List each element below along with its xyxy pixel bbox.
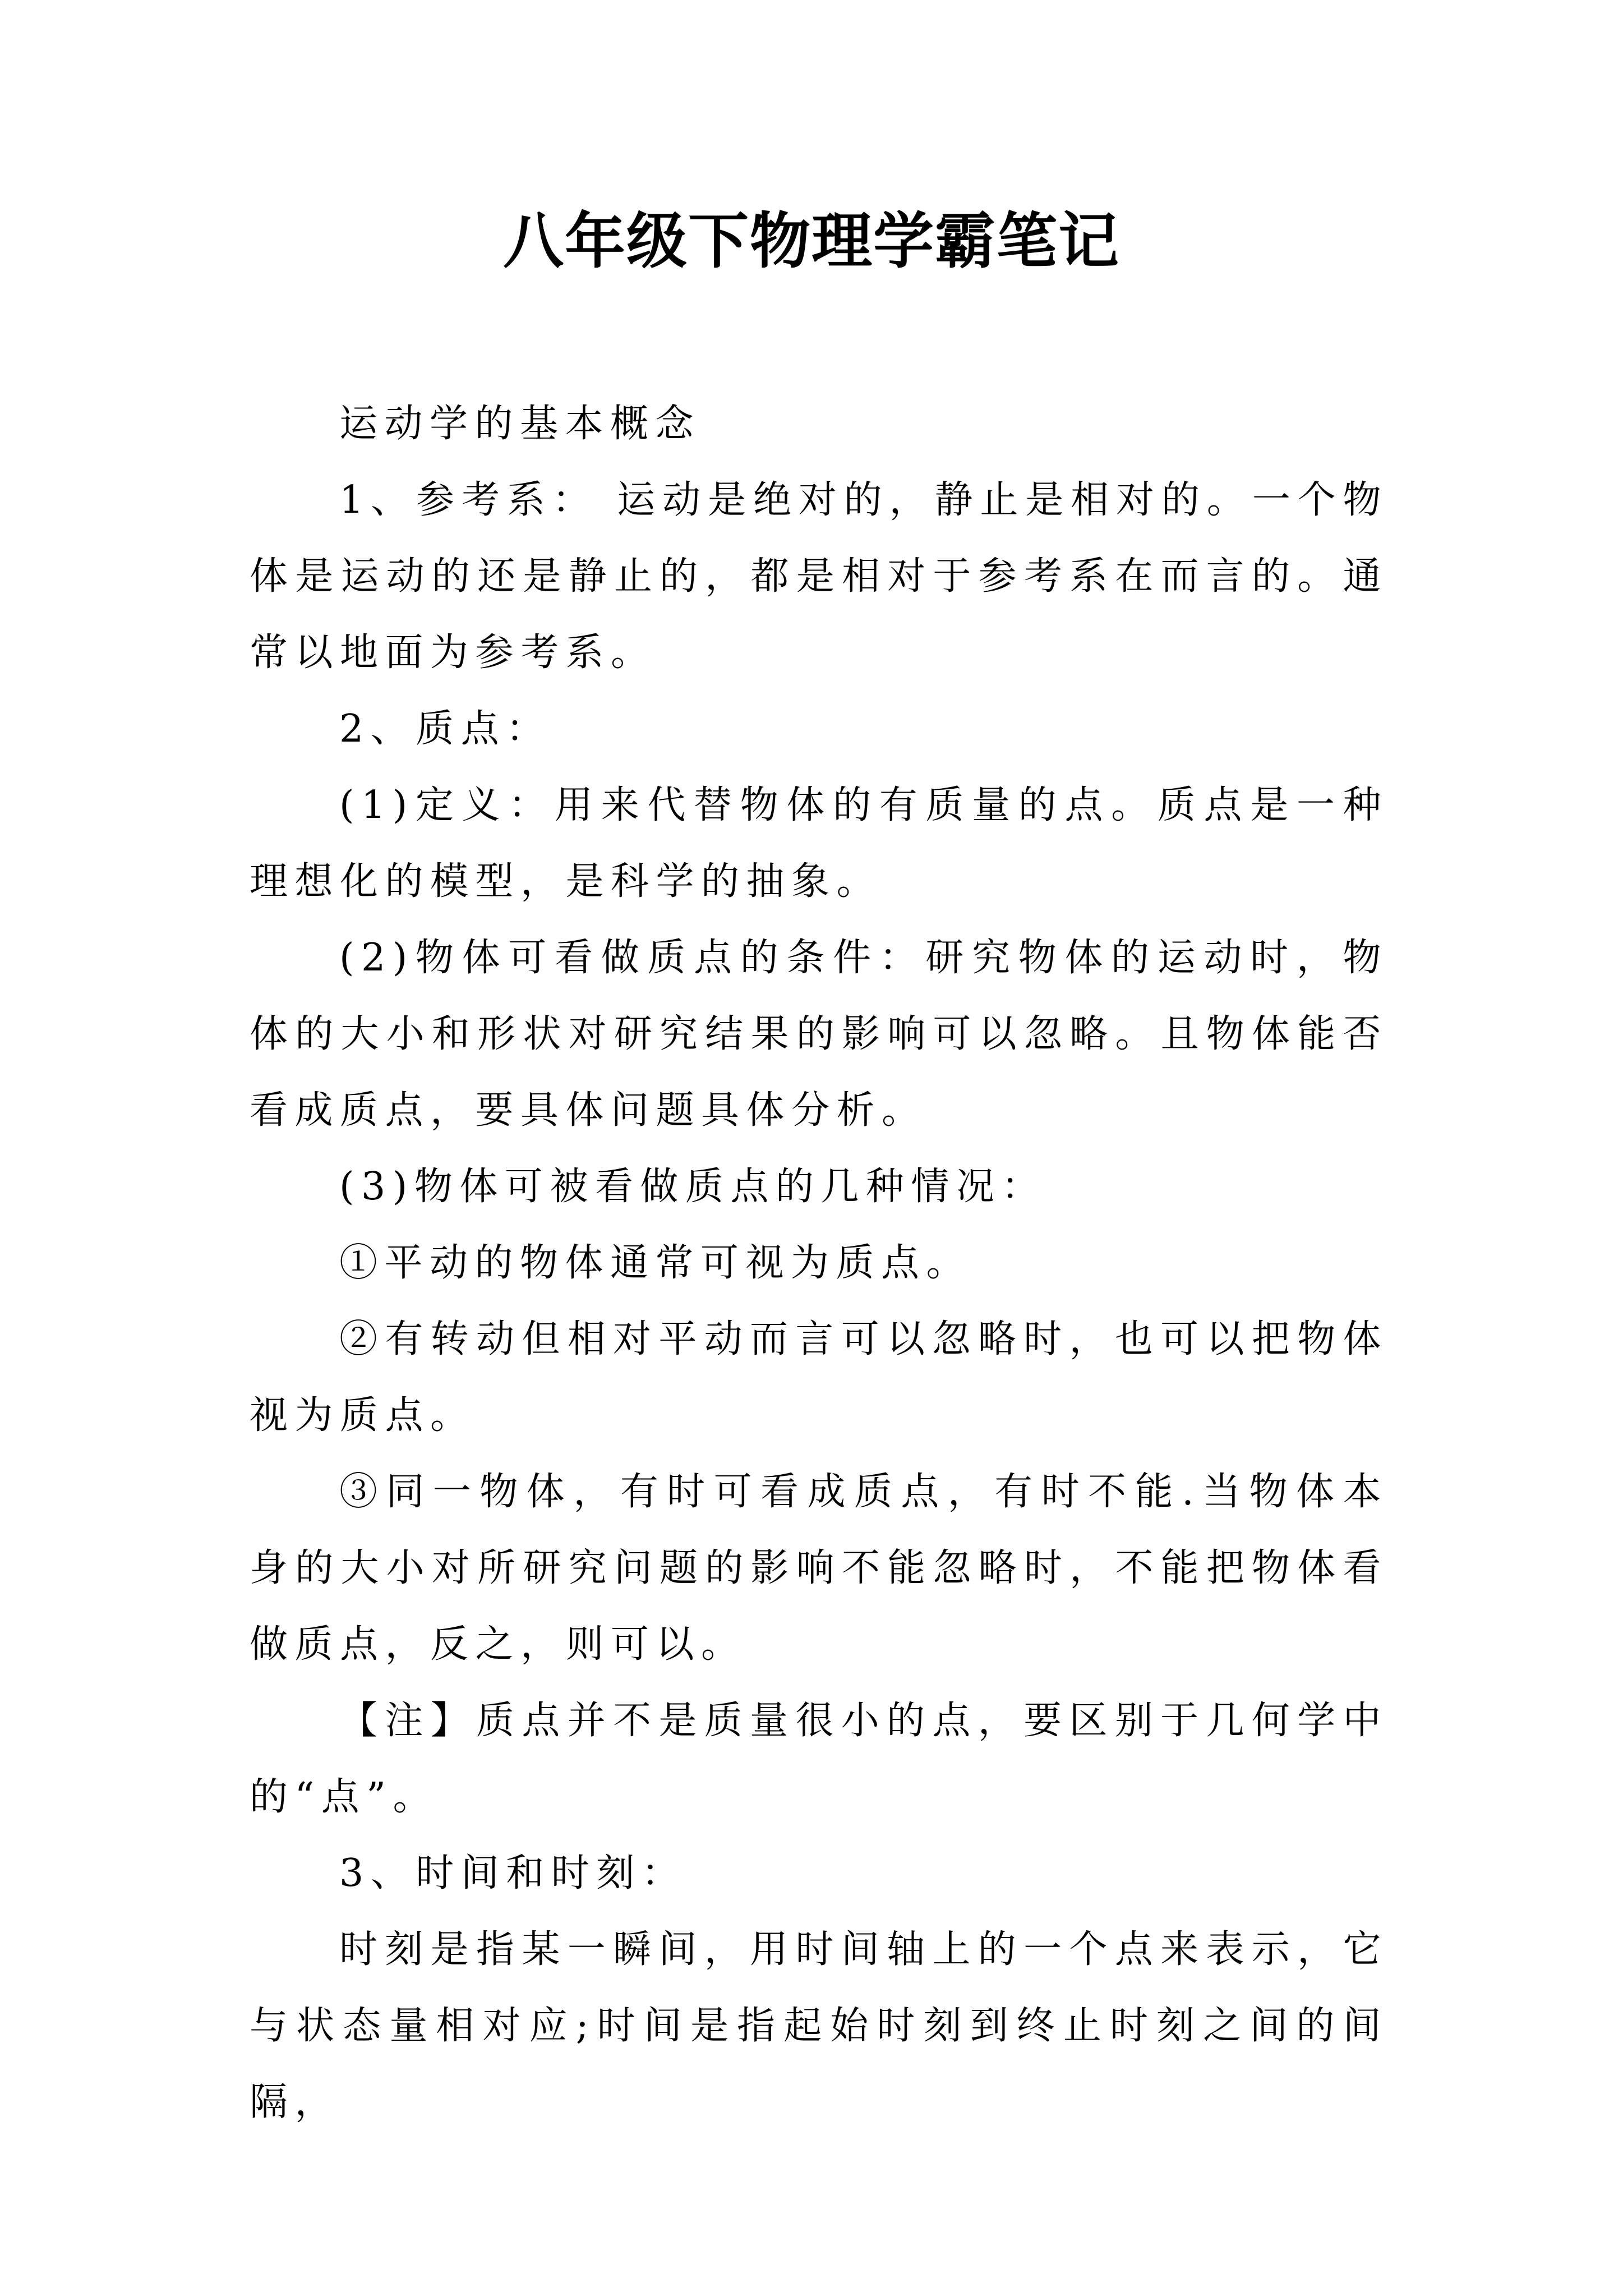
document-body bbox=[250, 386, 1388, 2141]
paragraph-time-heading: 3、时间和时刻： bbox=[339, 1851, 687, 1895]
paragraph-particle-conditions: (2)物体可看做质点的条件：研究物体的运动时，物体的大小和形状对研究结果的影响可以忽略。且物体能否看成质点，要具体问题具体分析。 bbox=[250, 936, 1388, 1133]
paragraph-case-3: ③同一物体，有时可看成质点，有时不能.当物体本身的大小对所研究问题的影响不能忽略时，不能把物体看做质点，反之，则可以。 bbox=[250, 1470, 1388, 1667]
paragraph-particle-cases: (3)物体可被看做质点的几种情况： bbox=[339, 1165, 1046, 1209]
paragraph-case-2: ②有转动但相对平动而言可以忽略时，也可以把物体视为质点。 bbox=[250, 1317, 1388, 1438]
paragraph-note: 【注】质点并不是质量很小的点，要区别于几何学中的“点”。 bbox=[250, 1699, 1388, 1819]
section-heading: 运动学的基本概念 bbox=[339, 402, 701, 446]
paragraph-time-definition: 时刻是指某一瞬间，用时间轴上的一个点来表示，它与状态量相对应;时间是指起始时刻到终止时刻之间的间隔， bbox=[250, 1927, 1388, 2124]
paragraph-particle-heading: 2、质点： bbox=[339, 707, 551, 751]
paragraph-reference-frame: 1、参考系： 运动是绝对的，静止是相对的。一个物体是运动的还是静止的，都是相对于参考系在而言的。通常以地面为参考系。 bbox=[250, 478, 1388, 675]
paragraph-case-1: ①平动的物体通常可视为质点。 bbox=[339, 1241, 972, 1285]
paragraph-particle-definition: (1)定义：用来代替物体的有质量的点。质点是一种理想化的模型，是科学的抽象。 bbox=[250, 783, 1388, 904]
document-title: 八年级下物理学霸笔记 bbox=[502, 206, 1120, 277]
